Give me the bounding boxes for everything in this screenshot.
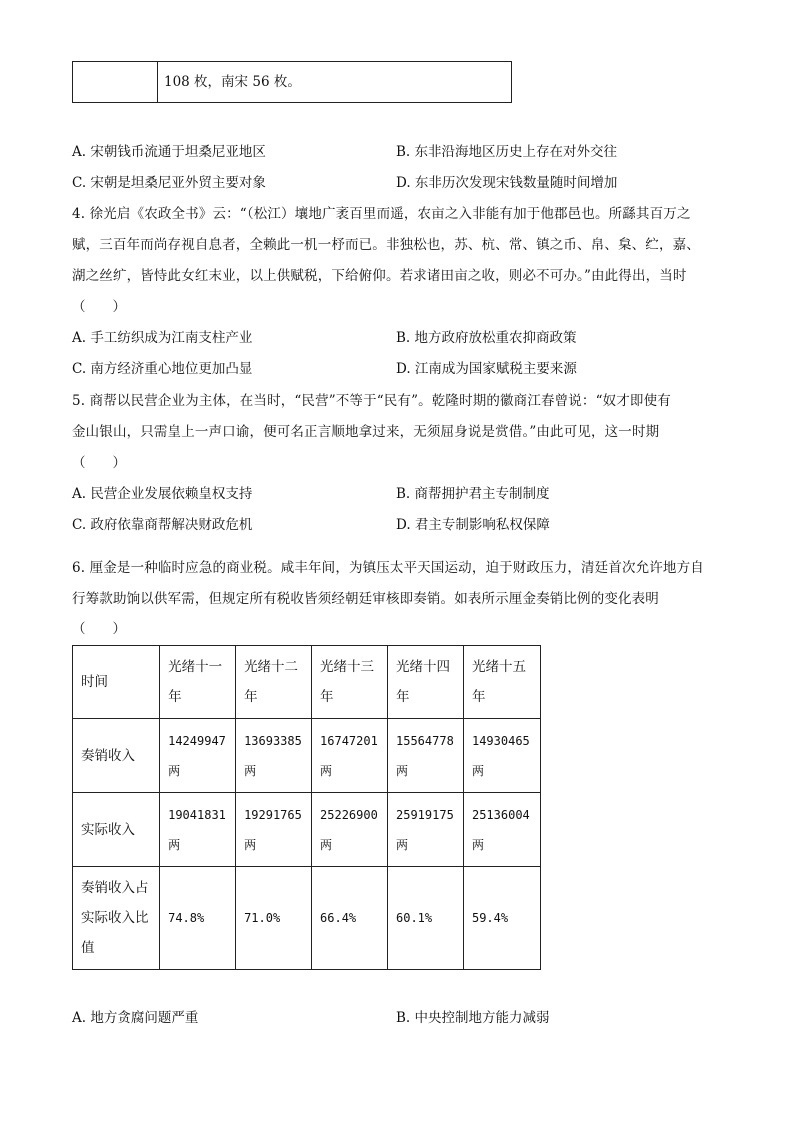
table-cell: 16747201两: [312, 719, 388, 793]
table-header-row: [73, 646, 541, 719]
table-cell: 14930465两: [463, 719, 540, 793]
q5-option-c: C. 政府依靠商帮解决财政危机: [72, 517, 253, 533]
q4-stem-line-2: 赋，三百年而尚存视自息者，全赖此一机一杼而已。非独松也，苏、杭、常、镇之币、帛、枲、纻，嘉、: [72, 237, 700, 253]
table-cell: 71.0%: [236, 867, 312, 970]
q6-table: [72, 645, 541, 970]
table-header-cell: 光绪十四年: [388, 646, 464, 719]
q4-option-c: C. 南方经济重心地位更加凸显: [72, 361, 253, 377]
table-row-label: 奏销收入: [73, 719, 160, 793]
top-table-empty-cell: [73, 62, 158, 103]
q5-option-a: A. 民营企业发展依赖皇权支持: [72, 486, 253, 502]
q6-stem-line-2: 行筹款助饷以供军需，但规定所有税收皆须经朝廷审核即奏销。如表所示厘金奏销比例的变化表明: [72, 591, 659, 607]
table-cell: 60.1%: [388, 867, 464, 970]
q4-option-a: A. 手工纺织成为江南支柱产业: [72, 330, 253, 346]
table-cell: 25136004两: [463, 793, 540, 867]
q5-stem-line-2: 金山银山，只需皇上一声口谕，便可名正言顺地拿过来，无须屈身说是赏借。”由此可见，这一时期: [72, 424, 660, 440]
table-row-label: 实际收入: [73, 793, 160, 867]
table-cell: 13693385两: [236, 719, 312, 793]
q5-stem-line-1: 5. 商帮以民营企业为主体，在当时，“民营”不等于“民有”。乾隆时期的徽商江春曾说：“奴才即使有: [72, 393, 671, 409]
table-cell: 25919175两: [388, 793, 464, 867]
q5-option-d: D. 君主专制影响私权保障: [396, 517, 550, 533]
table-cell: 59.4%: [463, 867, 540, 970]
table-row-label: 奏销收入占实际收入比值: [73, 867, 160, 970]
table-cell: 15564778两: [388, 719, 464, 793]
table-header-cell: 光绪十三年: [312, 646, 388, 719]
q4-option-b: B. 地方政府放松重农抑商政策: [396, 330, 577, 346]
table-header-cell: 光绪十一年: [160, 646, 236, 719]
q6-option-b: B. 中央控制地方能力减弱: [396, 1010, 550, 1026]
q5-option-b: B. 商帮拥护君主专制制度: [396, 486, 550, 502]
table-cell: 66.4%: [312, 867, 388, 970]
q6-answer-blank: （ ）: [72, 621, 126, 637]
table-cell: 19291765两: [236, 793, 312, 867]
q3-option-d: D. 东非历次发现宋钱数量随时间增加: [396, 175, 618, 191]
q6-stem-line-1: 6. 厘金是一种临时应急的商业税。咸丰年间，为镇压太平天国运动，迫于财政压力，清廷首次允许地方自: [72, 560, 704, 576]
table-row: [73, 793, 541, 867]
table-cell: 25226900两: [312, 793, 388, 867]
top-table-text-cell: 108 枚，南宋 56 枚。: [158, 62, 512, 103]
table-row: [73, 867, 541, 970]
q5-answer-blank: （ ）: [72, 455, 126, 471]
table-cell: 74.8%: [160, 867, 236, 970]
q4-answer-blank: （ ）: [72, 299, 126, 315]
q3-option-b: B. 东非沿海地区历史上存在对外交往: [396, 144, 618, 160]
q6-option-a: A. 地方贪腐问题严重: [72, 1010, 199, 1026]
table-header-cell: 光绪十二年: [236, 646, 312, 719]
q4-stem-line-1: 4. 徐光启《农政全书》云：“（松江）壤地广袤百里而遥，农亩之入非能有加于他郡邑也。所繇其百万之: [72, 206, 691, 222]
table-row: [73, 719, 541, 793]
table-header-cell: 时间: [73, 646, 160, 719]
q4-stem-line-3: 湖之丝纩，皆恃此女红末业，以上供赋税，下给俯仰。若求诸田亩之收，则必不可办。”由此得出，当时: [72, 268, 687, 284]
q4-option-d: D. 江南成为国家赋税主要来源: [396, 361, 577, 377]
q3-option-a: A. 宋朝钱币流通于坦桑尼亚地区: [72, 144, 266, 160]
table-cell: 19041831两: [160, 793, 236, 867]
table-cell: 14249947两: [160, 719, 236, 793]
q3-option-c: C. 宋朝是坦桑尼亚外贸主要对象: [72, 175, 266, 191]
table-header-cell: 光绪十五年: [463, 646, 540, 719]
top-table: [72, 61, 512, 103]
